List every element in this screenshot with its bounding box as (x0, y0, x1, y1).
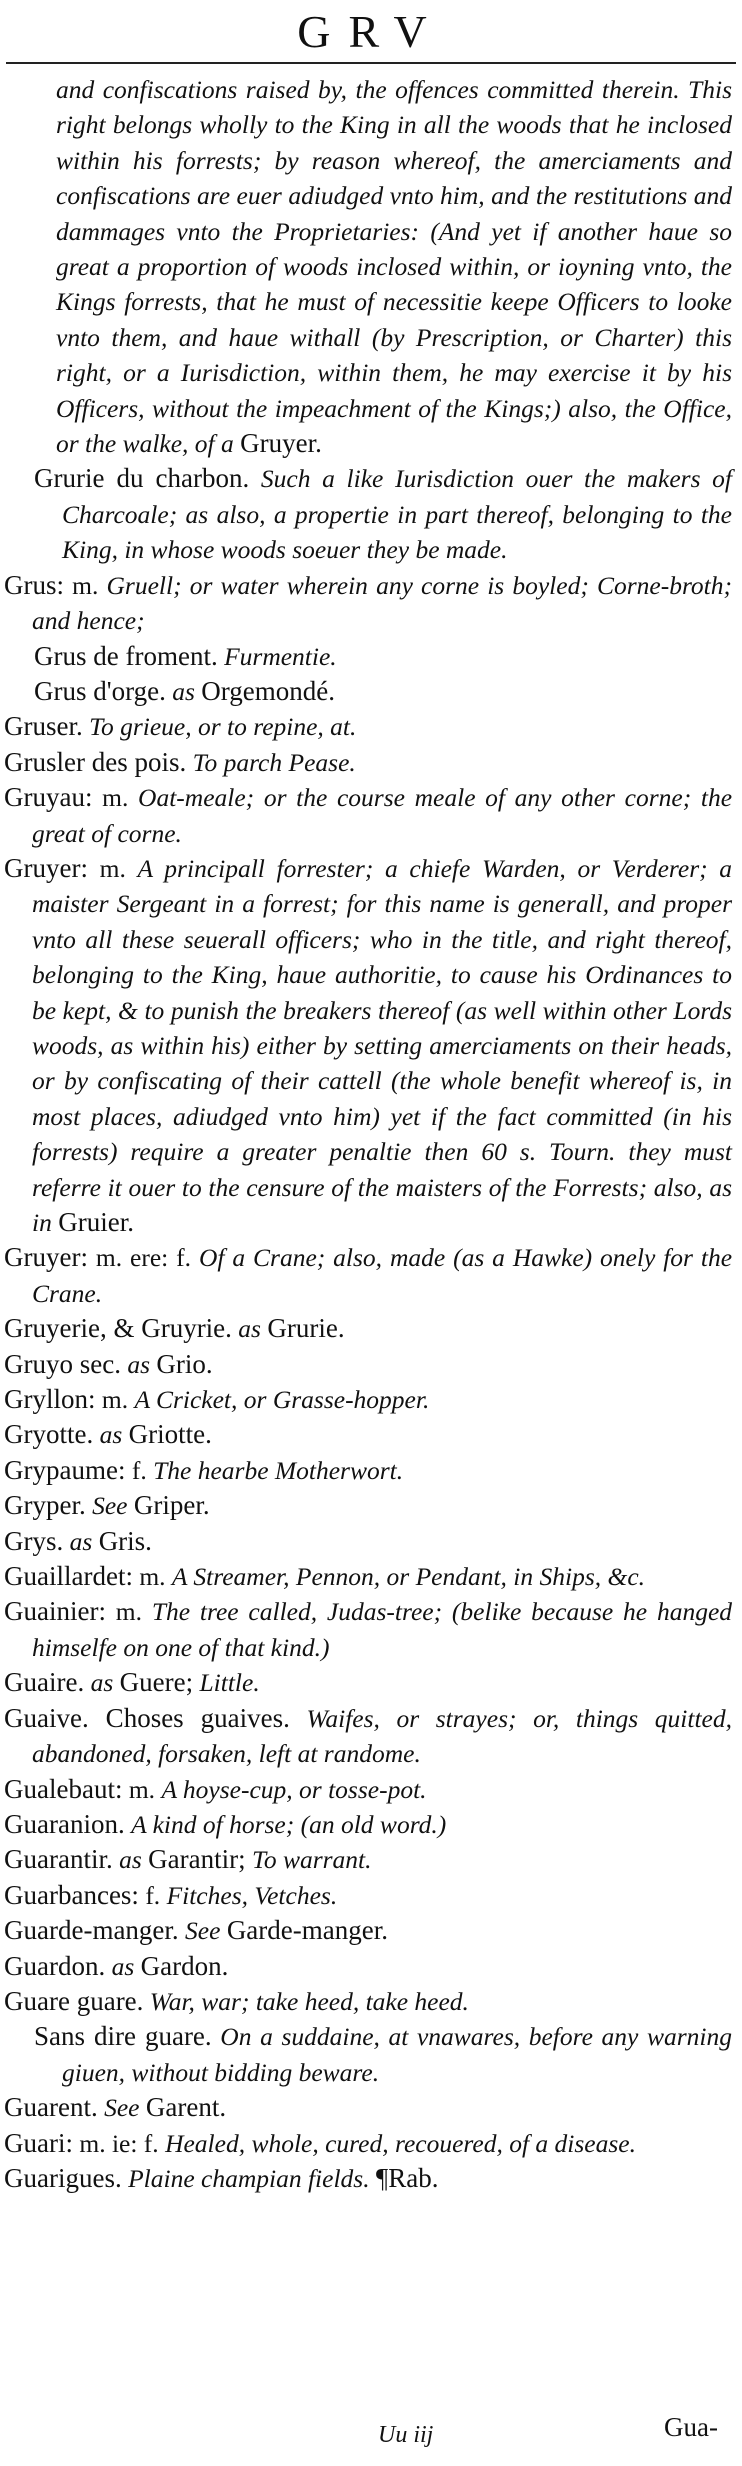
entry-definition: Oat-meale; or the course meale of any other corne; the great of corne. (32, 783, 733, 848)
entry-headword: Guaillardet: (4, 1561, 133, 1592)
dictionary-entry (4, 780, 732, 851)
dictionary-entry (4, 461, 732, 567)
entry-headword: Grus d'orge. (34, 675, 166, 706)
entry-headword: Gryotte. (4, 1419, 94, 1450)
entry-grammar: m. (99, 853, 126, 883)
dictionary-entry (4, 2090, 732, 2125)
entry-headword: Gruyau: (4, 782, 93, 813)
entry-headword: Gruser. (4, 711, 83, 742)
dictionary-entry (4, 1913, 732, 1948)
entry-grammar: m. (128, 1774, 156, 1804)
entry-definition: Of a Crane; also, made (as a Hawke) onely for the Crane. (32, 1243, 733, 1308)
dictionary-entry (4, 1488, 732, 1523)
entry-headword: Guaive. Choses guaives. (4, 1702, 290, 1733)
dictionary-entry (4, 1594, 732, 1665)
entry-headword: Grypaume: (4, 1454, 126, 1485)
dictionary-entry (4, 1807, 732, 1842)
entry-headword: Guarantir. (4, 1844, 113, 1875)
catchword: Gua- (664, 2412, 718, 2442)
entry-headword: Guari: (4, 2127, 73, 2158)
entry-definition: The tree called, Judas-tree; (belike because he hanged himselfe on one of that kind.) (32, 1597, 733, 1662)
entry-crossref: Orgemondé. (201, 675, 336, 706)
entry-definition: Waifes, or strayes; or, things quitted, abandoned, forsaken, left at randome. (32, 1703, 733, 1769)
dictionary-entry (4, 2161, 732, 2196)
entry-headword: Guare guare. (4, 1985, 144, 2016)
dictionary-entry (4, 1417, 732, 1452)
entry-definition: See (185, 1916, 221, 1946)
entry-grammar: m. (72, 570, 99, 600)
dictionary-entry (4, 1772, 732, 1807)
entry-crossref: Grurie. (267, 1313, 345, 1344)
entry-headword: Gruyerie, & Gruyrie. (4, 1313, 232, 1344)
dictionary-entry (4, 639, 732, 674)
entry-grammar: m. ere: f. (95, 1243, 192, 1273)
entry-definition: Fitches, Vetches. (166, 1880, 338, 1910)
entry-definition: Such a like Iurisdiction ouer the makers of Charcoale; as also, a propertie in part thereof, belonging to the King, in whose woods soeuer they be made. (62, 464, 732, 565)
entry-grammar: m. (101, 1385, 129, 1415)
entry-definition: See (92, 1491, 128, 1521)
entry-definition: To parch Pease. (192, 747, 356, 777)
entry-definition: as (119, 1845, 142, 1875)
entry-headword: Gruyo sec. (4, 1348, 121, 1379)
entry-headword: Gryper. (4, 1490, 86, 1521)
entry-headword: Guaranion. (4, 1808, 125, 1839)
entry-definition: A principall forrester; a chiefe Warden, or Verderer; a maister Sergeant in a forrest; for this name is generall, and proper vnto all these seuerall officers; who in the title, and right thereof, belonging to the King, haue authoritie, to cause his Ordinances to be kept, & to punish the breakers thereof (as well within other Lords woods, as within his) either by setting amerciaments on their heads, or by confiscating of their cattell (the whole benefit whereof is, in most places, adiudged vnto him) yet if the fact committed (in his forrests) require a greater penaltie then 60 s. Tourn. they must referre it ouer to the censure of the maisters of the Forrests; also, as in (32, 853, 733, 1237)
entry-headword: Grurie du charbon. (34, 463, 250, 494)
dictionary-entry (4, 1453, 732, 1488)
entry-headword: Guarigues. (4, 2162, 122, 2193)
entry-crossref: Gruyer. (240, 428, 322, 459)
entry-definition: Plaine champian fields. (128, 2163, 370, 2193)
entry-crossref: Griotte. (128, 1419, 212, 1450)
entry-definition: A hoyse-cup, or tosse-pot. (161, 1774, 427, 1804)
entry-headword: Gruyer: (4, 1242, 88, 1273)
dictionary-entry (4, 1559, 732, 1594)
entry-crossref: Garde-manger. (226, 1915, 388, 1946)
dictionary-entry (4, 1949, 732, 1984)
entry-definition: War, war; take heed, take heed. (149, 1986, 469, 2016)
entry-definition: To grieue, or to repine, at. (89, 712, 357, 742)
entry-headword: Grus de froment. (34, 640, 218, 671)
dictionary-entry (4, 72, 732, 461)
entry-definition: as (99, 1420, 123, 1450)
entry-headword: Sans dire guare. (34, 2021, 212, 2052)
dictionary-entry (4, 1347, 732, 1382)
dictionary-entry (4, 1311, 732, 1346)
entry-headword: Grus: (4, 569, 64, 600)
entry-headword: Guardon. (4, 1950, 106, 1981)
entry-grammar: f. (131, 1455, 147, 1485)
dictionary-entry (4, 674, 732, 709)
entry-definition: Furmentie. (224, 641, 337, 671)
dictionary-entry (4, 851, 732, 1240)
entry-headword: Gruyer: (4, 852, 88, 883)
dictionary-entry (4, 1984, 732, 2019)
entry-definition: as (111, 1951, 135, 1981)
entry-crossref: Gruier. (58, 1207, 134, 1237)
entry-crossref: Guere; (119, 1667, 194, 1698)
entry-definition: A Cricket, or Grasse-hopper. (134, 1385, 430, 1415)
entry-grammar: m. (139, 1562, 166, 1592)
signature-mark: Uu iij (378, 2422, 434, 2448)
entry-crossref: Gris. (98, 1525, 152, 1556)
entry-grammar: m. ie: f. (79, 2128, 159, 2158)
dictionary-entry (4, 1240, 732, 1311)
entry-definition: A Streamer, Pennon, or Pendant, in Ships, &c. (171, 1562, 646, 1592)
entry-definition: as (69, 1526, 93, 1556)
entry-definition: as (127, 1349, 151, 1379)
dictionary-entry (4, 1842, 732, 1877)
entry-headword: Guainier: (4, 1596, 106, 1627)
entry-crossref: Griper. (133, 1490, 210, 1521)
entry-headword: Gryllon: (4, 1384, 96, 1415)
entry-definition-2: Little. (199, 1668, 260, 1698)
entry-definition: On a suddaine, at vnawares, before any warning giuen, without bidding beware. (62, 2022, 733, 2087)
page-header (6, 0, 736, 64)
entry-definition: as (172, 676, 195, 706)
entry-headword: Grys. (4, 1525, 64, 1556)
entry-headword: Guarent. (4, 2092, 98, 2123)
entry-definition: Gruell; or water wherein any corne is boyled; Corne-broth; and hence; (32, 570, 733, 636)
dictionary-entry (4, 709, 732, 744)
dictionary-entry (4, 1878, 732, 1913)
entry-definition: as (238, 1314, 261, 1344)
entry-definition-2: To warrant. (251, 1845, 372, 1875)
entry-crossref: ¶Rab. (375, 2162, 439, 2193)
dictionary-entry (4, 1665, 732, 1700)
dictionary-entry (4, 2126, 732, 2161)
dictionary-entry (4, 2019, 732, 2090)
entry-definition: A kind of horse; (an old word.) (131, 1809, 447, 1839)
entry-crossref: Gardon. (140, 1950, 229, 1981)
dictionary-entry (4, 745, 732, 780)
entry-definition: and confiscations raised by, the offences committed therein. This right belongs wholly to the King in all the woods that he inclosed within his forrests; by reason whereof, the amerciaments and confiscations are euer adiudged vnto him, and the restitutions and dammages vnto the Proprietaries: (And yet if another haue so great a proportion of woods inclosed within, or ioyning vnto, the Kings forrests, that he must of necessitie keepe Officers to looke vnto them, and haue withall (by Prescription, or Charter) this right, or a Iurisdiction, within them, he may exercise it by his Officers, without the impeachment of the Kings;) also, the Office, or the walke, of a (56, 75, 732, 459)
entry-list (0, 64, 742, 2196)
entry-definition: See (104, 2093, 140, 2123)
entry-definition: The hearbe Motherwort. (153, 1455, 404, 1485)
entry-headword: Gualebaut: (4, 1773, 123, 1804)
entry-headword: Guaire. (4, 1667, 85, 1698)
entry-crossref: Grio. (156, 1348, 213, 1379)
entry-headword: Guarde-manger. (4, 1915, 179, 1946)
entry-crossref: Garent. (145, 2092, 227, 2123)
entry-grammar: m. (102, 783, 129, 813)
entry-headword: Grusler des pois. (4, 746, 187, 777)
entry-headword: Guarbances: (4, 1879, 139, 1910)
dictionary-entry (4, 1701, 732, 1772)
entry-definition: as (90, 1668, 114, 1698)
dictionary-entry (4, 1382, 732, 1417)
dictionary-entry (4, 568, 732, 639)
entry-definition: Healed, whole, cured, recouered, of a disease. (165, 2128, 636, 2158)
dictionary-entry (4, 1524, 732, 1559)
entry-grammar: m. (115, 1597, 143, 1627)
entry-crossref: Garantir; (148, 1844, 246, 1875)
running-head: GRV (297, 5, 445, 57)
entry-grammar: f. (145, 1880, 161, 1910)
